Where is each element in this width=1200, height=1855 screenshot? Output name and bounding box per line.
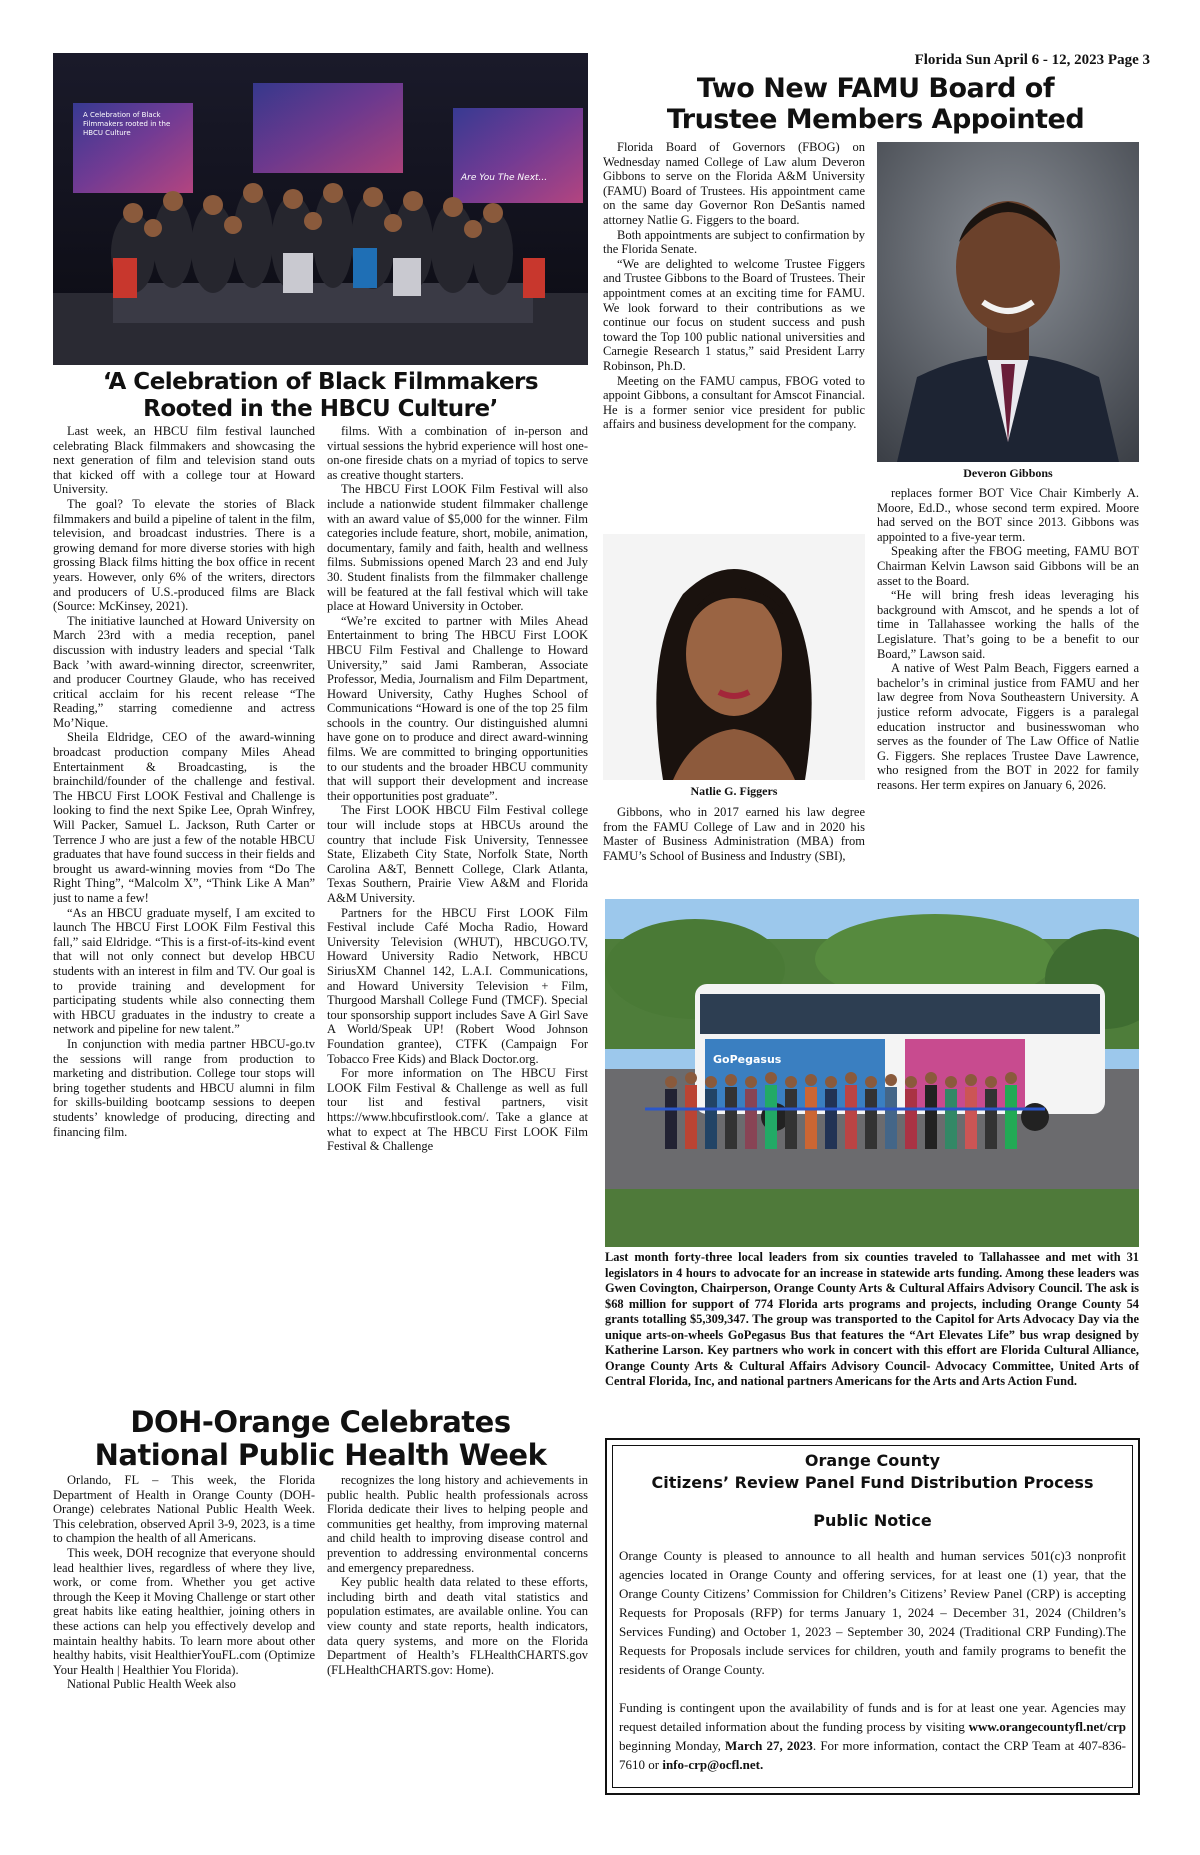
notice-para2-text-c: . For more information, contact the CRP Team at 407-836-7610 or xyxy=(619,1738,1126,1772)
paragraph: A native of West Palm Beach, Figgers earned a bachelor’s in criminal justice from FAMU and her law degree from Nova Southeastern University. A justice reform advocate, Figgers is a paralegal education instructor and businesswoman who serves as the founder of The Law Office of Natlie G. Figgers. She replaces Trustee Dave Lawrence, who resigned from the BOT in 2022 for family reasons. Her term expires on January 6, 2026. xyxy=(877,661,1139,792)
bus-photo-caption: Last month forty-three local leaders from six counties traveled to Tallahassee and met with 31 legislators in 4 hours to advocate for an increase in statewide arts funding. Among these leaders was Gwen Covington, Chairperson, Orange County Arts & Cultural Affairs Advisory Council. The ask is $68 million for support of 774 Florida arts programs and projects, including Orange County 54 grants totalling $5,309,347. The group was transported to the Capitol for Arts Advocacy Day via the unique arts-on-wheels GoPegasus Bus that features the “Art Elevates Life” bus wrap designed by Katherine Larson. Key partners who work in concert with this effort are Florida Cultural Alliance, Orange County Arts & Cultural Affairs Advisory Council- Advocacy Committee, United Arts of Central Florida, Inc, and national partners Americans for the Arts and Arts Action Fund. xyxy=(605,1250,1139,1388)
notice-paragraph-2 xyxy=(619,1698,1126,1774)
article1-headline-line2: Rooted in the HBCU Culture’ xyxy=(143,396,498,422)
paragraph: Speaking after the FBOG meeting, FAMU BOT Chairman Kelvin Lawson said Gibbons will be an asset to the Board. xyxy=(877,544,1139,588)
notice-para2-text-b: beginning Monday, xyxy=(619,1738,726,1753)
paragraph: films. With a combination of in-person and virtual sessions the hybrid experience will host one-on-one fireside chats on a myriad of topics to serve as creative thought starters. xyxy=(327,424,588,482)
notice-paragraph-1: Orange County is pleased to announce to all health and human services 501(c)3 nonprofit agencies located in Orange County and offering services, for at least one (1) year, that the Orange County Citizens’ Commission for Children’s Citizens’ Review Panel (CRP) is accepting Requests for Proposals (RFP) for terms January 1, 2024 – December 31, 2024 (Children’s Services Funding) and October 1, 2023 – September 30, 2024 (Traditional CRP Funding).The Requests for Proposals include services for children, youth and family programs to benefit the residents of Orange County. xyxy=(619,1548,1126,1677)
paragraph: Key public health data related to these efforts, including birth and death vital statistics and population estimates, are available online. You can view county and state reports, health indicators, data query systems, and more on the Florida Department of Health’s FLHealthCHARTS.gov (FLHealthCHARTS.gov: Home). xyxy=(327,1575,588,1677)
article3-column1 xyxy=(53,1473,315,1803)
notice-title-line1: Orange County xyxy=(804,1451,941,1470)
paragraph: Last week, an HBCU film festival launched celebrating Black filmmakers and showcasing the next generation of film and television stand outs that kicked off with a college tour at Howard University. xyxy=(53,424,315,497)
public-notice-box xyxy=(605,1438,1140,1795)
article2-headline xyxy=(603,73,1148,135)
photo-tagline: Are You The Next... xyxy=(461,173,548,183)
gibbons-portrait xyxy=(877,142,1139,462)
article2-column2 xyxy=(877,486,1139,906)
paragraph: Gibbons, who in 2017 earned his law degree from the FAMU College of Law and in 2020 his Master of Business Administration (MBA) from FAMU’s School of Business and Industry (SBI), xyxy=(603,805,865,863)
notice-para2-text-a: Funding is contingent upon the availability of funds and is for at least one year. Agencies may request detailed information about the funding process by visiting xyxy=(619,1700,1126,1734)
article3-headline-line1: DOH-Orange Celebrates xyxy=(130,1405,511,1439)
article1-headline xyxy=(53,369,588,423)
paragraph: “We’re excited to partner with Miles Ahead Entertainment to bring The HBCU First LOOK HBCU Film Festival and Challenge to Howard University,” said Jami Ramberan, Associate Professor, Media, Journalism and Film Department, Howard University, Cathy Hughes School of Communications “Howard is one of the top 25 film schools in the country. Our distinguished alumni have gone on to produce and direct award-winning films. We are committed to bringing opportunities to our students and the broader HBCU community that will support their development and increase their opportunities post graduate”. xyxy=(327,613,588,803)
masthead: Florida Sun April 6 - 12, 2023 Page 3 xyxy=(914,52,1150,68)
gibbons-caption: Deveron Gibbons xyxy=(963,466,1053,480)
bus-wrap-text: GoPegasus xyxy=(713,1053,782,1066)
paragraph: The First LOOK HBCU Film Festival college tour will include stops at HBCUs around the country that include Fisk University, Tennessee State, Elizabeth City State, Norfolk State, North Carolina A&T, Bennett College, Clark Atlanta, Texas Southern, Prairie View A&M and Florida A&M University. xyxy=(327,803,588,905)
paragraph: Partners for the HBCU First LOOK Film Festival include Café Mocha Radio, Howard University Television (WHUT), HBCUGO.TV, Howard University Radio Network, HBCU SiriusXM Channel 142, L.A.I. Communications, and Howard University Television + Film, Thurgood Marshall College Fund (TMCF). Special tour sponsorship support includes Save A Girl Save A World/Speak UP! (Robert Wood Johnson Foundation grantee), CTFK (Campaign For Tobacco Free Kids) and Black Doctor.org. xyxy=(327,905,588,1066)
paragraph: The goal? To elevate the stories of Black filmmakers and build a pipeline of talent in the film, television, and broadcast industries. There is a growing demand for more diverse stories with high grossing Black films hitting the box office in recent years. However, only 6% of the writers, directors and producers of U.S.-produced films are Black (Source: McKinsey, 2021). xyxy=(53,496,315,614)
notice-email-link[interactable]: info-crp@ocfl.net. xyxy=(662,1757,764,1772)
figgers-portrait xyxy=(603,534,865,780)
paragraph: In conjunction with media partner HBCU-go.tv the sessions will range from production to marketing and distribution. College tour stops will bring together students and HBCU alumni in film for skills-building bootcamp sessions to deepen students’ knowledge of producing, directing and financing film. xyxy=(53,1036,315,1139)
paragraph: National Public Health Week also xyxy=(67,1677,236,1692)
paragraph: The initiative launched at Howard University on March 23rd with a media reception, panel discussion with industry leaders and special ‘Talk Back ’with award-winning director, screenwriter, and producer Courtney Glaude, who has received critical acclaim for his recent release “The Reading,” starring comedienne and actress Mo’Nique. xyxy=(53,613,315,730)
paragraph: “We are delighted to welcome Trustee Figgers and Trustee Gibbons to the Board of Trustees. Their appointment comes at an exciting time for FAMU. We look forward to their contributions as we continue our focus on student success and push toward the Top 100 public national universities and Carnegie Research 1 status,” said President Larry Robinson, Ph.D. xyxy=(603,256,865,373)
notice-crp-link[interactable]: www.orangecountyfl.net/crp xyxy=(968,1719,1126,1734)
paragraph: “As an HBCU graduate myself, I am excited to launch The HBCU First LOOK Film Festival this fall,” said Eldridge. “This is a first-of-its-kind event that will not only connect but develop HBCU students with an interest in film and TV. Our goal is to provide training and development for participating students while also connecting them with HBCU graduates in the industry to create a network and pipeline for new talent.” xyxy=(53,905,315,1037)
article1-column1 xyxy=(53,424,315,1424)
article1-headline-line1: ‘A Celebration of Black Filmmakers xyxy=(102,369,539,395)
paragraph: For more information on The HBCU First LOOK Film Festival & Challenge as well as full tour list and festival partners, visit https://www.hbcufirstlook.com/. Take a glance at what to expect at The HBCU First LOOK Film Festival & Challenge xyxy=(327,1066,588,1154)
article2-column1-continued xyxy=(603,805,865,905)
figgers-caption: Natlie G. Figgers xyxy=(690,784,778,798)
paragraph: Florida Board of Governors (FBOG) on Wednesday named College of Law alum Deveron Gibbons to serve on the Florida A&M University (FAMU) Board of Trustees. His appointment came on the same day Governor Ron DeSantis named attorney Natlie G. Figgers to the board. xyxy=(603,140,865,227)
paragraph: recognizes the long history and achievements in public health. Public health professionals across Florida dedicate their lives to helping people and communities get healthy, from improving maternal and child health to improving disease control and prevention to addressing environmental concerns and emergency preparedness. xyxy=(327,1473,588,1575)
notice-subtitle: Public Notice xyxy=(813,1511,932,1530)
article2-headline-line1: Two New FAMU Board of xyxy=(696,73,1055,104)
article3-headline xyxy=(53,1406,588,1472)
notice-title-line2: Citizens’ Review Panel Fund Distribution Process xyxy=(651,1473,1094,1492)
paragraph: This week, DOH recognize that everyone should lead healthier lives, regardless of where they live, work, or come from. Whether you get active through the Keep it Moving Challenge or start other great habits like eating healthier, joining others in these actions can help you effectively develop and maintain healthy habits. To learn more about other healthy habits, visit HealthierYouFL.com (Optimize Your Health | Healthier You Florida). xyxy=(53,1545,315,1677)
photo-banner-text: A Celebration of Black Filmmakers rooted in the HBCU Culture xyxy=(83,111,171,137)
paragraph: The HBCU First LOOK Film Festival will also include a nationwide student filmmaker challenge with an award value of $5,000 for the winner. Film categories include feature, short, mobile, animation, documentary, family and faith, health and wellness films. Submissions opened March 23 and end July 30. Student finalists from the filmmaker challenge will be featured at the fall festival which will take place at Howard University in October. xyxy=(327,482,588,614)
paragraph: Orlando, FL – This week, the Florida Department of Health in Orange County (DOH-Orange) celebrates National Public Health Week. This celebration, observed April 3-9, 2023, is a time to champion the health of all Americans. xyxy=(53,1473,315,1546)
paragraph: Meeting on the FAMU campus, FBOG voted to appoint Gibbons, a consultant for Amscot Financial. He is a former senior vice president for public affairs and business development for the company. xyxy=(603,373,865,432)
notice-body xyxy=(619,1546,1126,1774)
paragraph: replaces former BOT Vice Chair Kimberly A. Moore, Ed.D., whose second term expired. Moore had served on the BOT since 2013. Gibbons was appointed to a five-year term. xyxy=(877,486,1139,544)
article3-headline-line2: National Public Health Week xyxy=(94,1438,547,1472)
article2-column1 xyxy=(603,140,865,530)
paragraph: Sheila Eldridge, CEO of the award-winning broadcast production company Miles Ahead Entertainment & Broadcasting, is the brainchild/founder of the challenge and festival. The HBCU First LOOK Festival and Challenge is looking to find the next Spike Lee, Oprah Winfrey, Will Packer, Samuel L. Jackson, Ruth Carter or Terrence J who are just a few of the notable HBCU graduates that have found success in their fields and brought us award-winning movies from “Do The Right Thing”, “Malcolm X”, “Think Like A Man” just to name a few! xyxy=(53,730,315,905)
paragraph: “He will bring fresh ideas leveraging his background with Amscot, and he spends a lot of time in Tallahassee working the halls of the Legislature. That’s going to be a benefit to our Board,” Lawson said. xyxy=(877,588,1139,661)
film-festival-photo xyxy=(53,53,588,365)
article2-headline-line2: Trustee Members Appointed xyxy=(666,104,1085,135)
article3-column2 xyxy=(327,1473,588,1803)
notice-start-date: March 27, 2023 xyxy=(725,1738,813,1753)
article1-column2 xyxy=(327,424,588,1424)
paragraph: Both appointments are subject to confirmation by the Florida Senate. xyxy=(603,227,865,257)
bus-photo xyxy=(605,899,1139,1247)
